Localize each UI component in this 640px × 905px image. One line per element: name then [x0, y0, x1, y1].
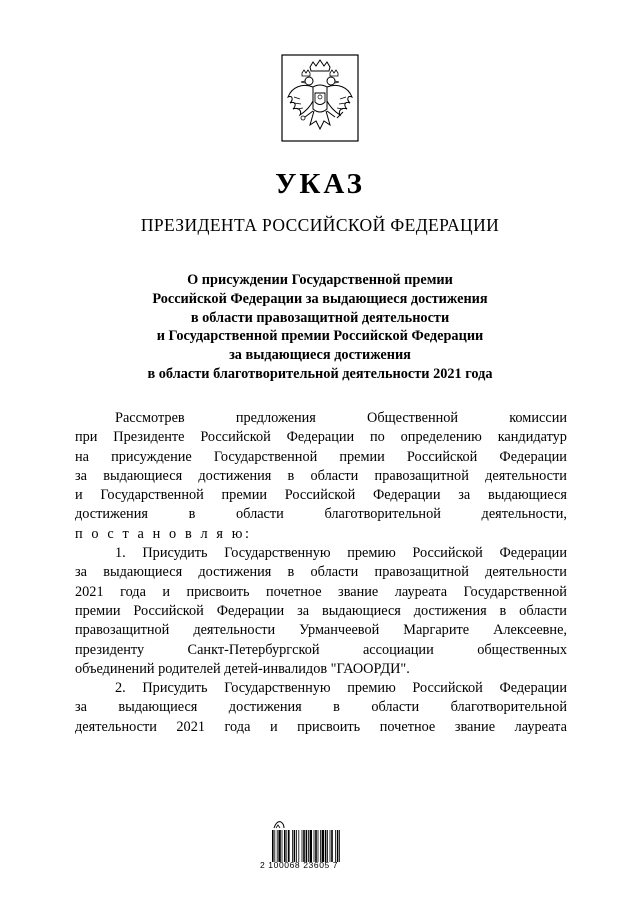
barcode [260, 818, 380, 878]
body-word: области [519, 602, 567, 619]
body-word: 2. [115, 680, 126, 697]
body-word: за [297, 602, 310, 619]
body-word: и [75, 487, 83, 504]
body-word: президенту [75, 641, 145, 658]
body-word: выдающиеся [487, 487, 567, 504]
barcode-bar [292, 830, 293, 862]
body-word: Федерации [499, 448, 567, 465]
body-word: лауреата [514, 718, 567, 735]
body-line [75, 409, 567, 428]
body-word: деятельности [485, 564, 567, 581]
body-word: премию [347, 545, 396, 562]
body-word: благотворительной [324, 506, 441, 523]
barcode-icon [272, 830, 372, 862]
barcode-bar [310, 830, 312, 862]
barcode-bar [288, 830, 290, 862]
body-word: Присудить [142, 545, 208, 562]
body-word: в [188, 506, 196, 523]
body-word: за [458, 487, 471, 504]
body-word: Маргарите [403, 622, 470, 639]
heading-line: Российской Федерации за выдающиеся достижения [152, 290, 488, 307]
document-subtitle: ПРЕЗИДЕНТА РОССИЙСКОЙ ФЕДЕРАЦИИ [140, 215, 500, 235]
barcode-bar [302, 830, 303, 862]
body-word: Российской [133, 602, 204, 619]
barcode-bar [272, 830, 274, 862]
body-word: благотворительной [450, 699, 567, 716]
barcode-bar [277, 830, 278, 862]
barcode-bar [284, 830, 286, 862]
body-word: премии [221, 487, 268, 504]
barcode-bar [315, 830, 317, 862]
body-word: за [75, 699, 87, 716]
body-word: области [236, 506, 284, 523]
body-word: выдающиеся [118, 699, 198, 716]
body-line [75, 448, 567, 467]
body-line [75, 641, 567, 660]
body-word: 2021 [75, 583, 104, 600]
body-word: Федерации [499, 545, 567, 562]
body-word: Государственной [213, 448, 318, 465]
barcode-bar [314, 830, 315, 862]
coat-of-arms-icon [280, 53, 360, 143]
body-line [75, 602, 567, 621]
body-word: в [287, 467, 295, 484]
body-word: общественных [477, 641, 567, 658]
body-text: п о с т а н о в л я ю: [75, 525, 252, 542]
body-line [75, 583, 567, 602]
body-line [75, 563, 567, 582]
body-word: определению [400, 429, 482, 446]
body-word: Федерации [499, 680, 567, 697]
body-word: Российской [412, 680, 483, 697]
body-word: области [310, 467, 359, 484]
body-word: Рассмотрев [115, 410, 185, 426]
barcode-bar [306, 830, 308, 862]
body-word: премию [347, 680, 396, 697]
body-word: достижения [198, 564, 272, 581]
body-word: на [75, 448, 89, 465]
body-word: присуждение [111, 448, 192, 465]
barcode-bar [296, 830, 297, 862]
document-title: УКАЗ [275, 168, 365, 200]
body-word: за [75, 467, 87, 484]
barcode-bar [330, 830, 331, 862]
barcode-bar [337, 830, 339, 862]
body-word: кандидатур [497, 429, 567, 446]
body-word: достижения [413, 602, 487, 619]
body-word: правозащитной [374, 564, 469, 581]
body-word: присвоить [186, 583, 250, 600]
body-word: достижения [228, 699, 302, 716]
body-word: премии [339, 448, 385, 465]
body-word: предложения [235, 410, 316, 426]
body-word: Государственную [224, 680, 331, 697]
body-word: почетное [266, 583, 322, 600]
barcode-bar [294, 830, 296, 862]
body-word: деятельности [193, 622, 276, 639]
barcode-bar [298, 830, 299, 862]
body-word: звание [338, 583, 379, 600]
body-word: области [371, 699, 420, 716]
body-word: при [75, 429, 98, 446]
barcode-bar [308, 830, 309, 862]
body-line [75, 679, 567, 698]
body-word: в [287, 564, 295, 581]
body-word: 1. [115, 545, 126, 562]
body-word: Российской [200, 429, 271, 446]
barcode-number: 2 100068 23605 7 [260, 860, 339, 870]
body-word: Государственной [100, 487, 204, 504]
body-line [75, 467, 567, 486]
body-word: присвоить [297, 718, 361, 735]
barcode-bar [303, 830, 305, 862]
heading-line: О присуждении Государственной премии [187, 272, 453, 288]
heading-line: в области правозащитной деятельности [190, 309, 450, 326]
body-word: деятельности [485, 467, 567, 484]
barcode-bar [318, 830, 319, 862]
barcode-bar [325, 830, 327, 862]
body-line [75, 525, 567, 544]
body-word: Федерации [372, 487, 441, 504]
body-word: деятельности, [481, 506, 567, 523]
body-word: выдающиеся [103, 564, 183, 581]
body-word: по [370, 429, 385, 446]
decree-heading [60, 271, 580, 384]
body-word: Общественной [367, 410, 459, 426]
body-word: ассоциации [362, 641, 434, 658]
body-line [75, 621, 567, 640]
body-word: и [269, 718, 278, 735]
barcode-bar [278, 830, 280, 862]
body-word: Государственную [224, 545, 331, 562]
barcode-bar [327, 830, 328, 862]
body-word: почетное [379, 718, 436, 735]
barcode-bar [274, 830, 275, 862]
heading-line: за выдающиеся достижения [229, 347, 411, 364]
body-word: комиссии [509, 410, 567, 426]
body-word: года [224, 718, 251, 735]
body-word: Федерации [216, 602, 285, 619]
body-line [75, 660, 567, 679]
body-word: выдающиеся [321, 602, 401, 619]
body-line [75, 544, 567, 563]
body-word: Российской [406, 448, 478, 465]
body-word: правозащитной [75, 622, 170, 639]
body-word: Президенте [113, 429, 185, 446]
decree-body [75, 409, 567, 737]
barcode-bar [282, 830, 283, 862]
body-word: года [120, 583, 146, 600]
body-word: премии [75, 602, 121, 619]
body-word: правозащитной [374, 467, 469, 484]
body-line [75, 486, 567, 505]
barcode-bar [331, 830, 333, 862]
body-word: достижения [198, 467, 272, 484]
barcode-bar [322, 830, 324, 862]
body-line [75, 505, 567, 524]
body-word: в [333, 699, 340, 716]
body-line [75, 428, 567, 447]
body-line [75, 718, 567, 737]
body-word: 2021 [176, 718, 205, 735]
body-word: лауреата [394, 583, 448, 600]
heading-line: в области благотворительной деятельности 2021 года [147, 365, 493, 382]
body-line [75, 698, 567, 717]
body-word: Государственной [463, 583, 567, 600]
body-word: Алексеевне, [493, 622, 567, 639]
body-word: Санкт-Петербургской [187, 641, 320, 658]
body-word: в [499, 602, 507, 619]
printer-mark-icon [272, 818, 286, 830]
body-word: выдающиеся [103, 467, 183, 484]
body-word: Российской [284, 487, 356, 504]
body-text: объединений родителей детей-инвалидов "ГАООРДИ". [75, 660, 410, 677]
body-word: деятельности [75, 718, 157, 735]
body-word: Федерации [286, 429, 355, 446]
barcode-bar [286, 830, 287, 862]
body-word: достижения [75, 506, 148, 523]
barcode-bar [335, 830, 336, 862]
body-word: Российской [412, 545, 483, 562]
body-word: Присудить [142, 680, 208, 697]
body-word: и [162, 583, 171, 600]
body-word: звание [454, 718, 496, 735]
body-word: за [75, 564, 87, 581]
body-word: области [310, 564, 359, 581]
body-word: Урманчеевой [299, 622, 380, 639]
barcode-bar [339, 830, 340, 862]
barcode-bar [320, 830, 321, 862]
heading-line: и Государственной премии Российской Федерации [156, 328, 484, 345]
